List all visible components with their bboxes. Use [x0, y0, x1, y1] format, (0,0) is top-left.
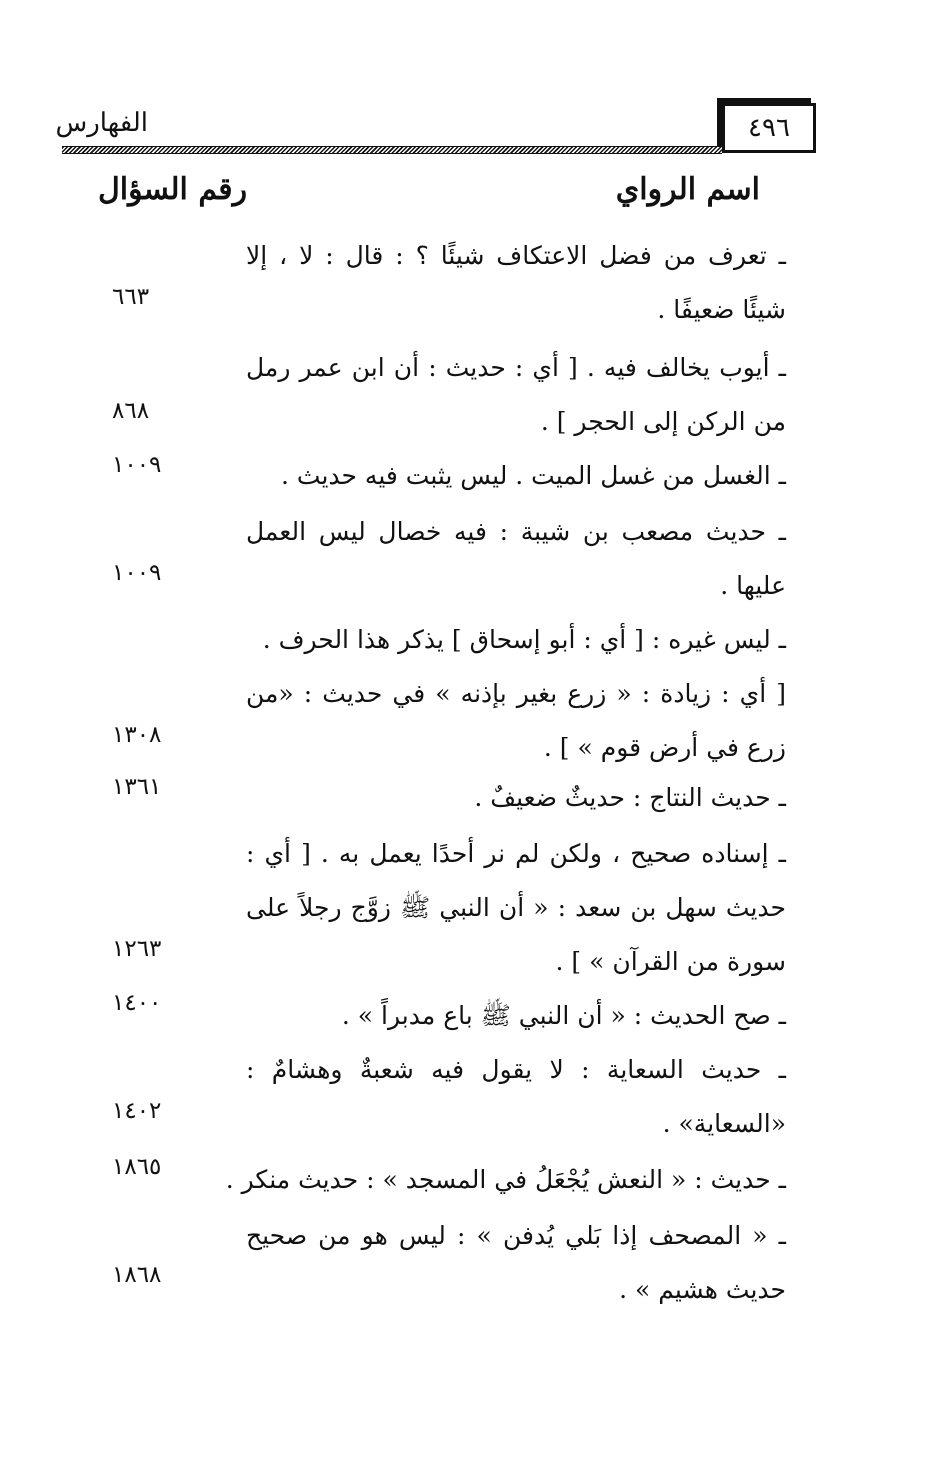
entry-line: ـ حديث : « النعش يُجْعَلُ في المسجد » : حديث منكر .: [225, 1165, 786, 1194]
question-number: ٨٦٨: [112, 398, 150, 424]
question-number: ١٣٦١: [112, 774, 162, 800]
entry-line: حديث سهل بن سعد : « أن النبي ﷺ زوَّج رجلاً على: [246, 893, 786, 922]
entry-line: حديث هشيم » .: [619, 1275, 786, 1304]
question-number-column-header: رقم السؤال: [98, 172, 248, 207]
entry-line: ـ حديث النتاج : حديثٌ ضعيفٌ .: [474, 783, 786, 812]
question-number: ١٢٦٣: [112, 936, 162, 962]
entry-line: ـ الغسل من غسل الميت . ليس يثبت فيه حديث .: [281, 461, 786, 490]
entry-line: ـ صح الحديث : « أن النبي ﷺ باع مدبراً » .: [341, 1001, 786, 1030]
entry-line: من الركن إلى الحجر ] .: [540, 407, 786, 436]
running-title: الفهارس: [55, 108, 148, 138]
question-number: ١٠٠٩: [112, 560, 162, 586]
entry-line: ـ ليس غيره : [ أي : أبو إسحاق ] يذكر هذا الحرف .: [262, 625, 786, 654]
narrator-column-header: اسم الرواي: [615, 172, 760, 207]
question-number: ١٠٠٩: [112, 452, 162, 478]
page-number-box: [722, 103, 816, 153]
entry-line: سورة من القرآن » ] .: [555, 947, 786, 976]
entry-line: ـ حديث السعاية : لا يقول فيه شعبةٌ وهشامٌ :: [246, 1055, 786, 1084]
entry-line: زرع في أرض قوم » ] .: [543, 733, 786, 762]
question-number: ٦٦٣: [112, 284, 150, 310]
entry-line: شيئًا ضعيفًا .: [657, 295, 786, 324]
header-rule: [62, 146, 722, 154]
question-number: ١٣٠٨: [112, 722, 162, 748]
question-number: ١٨٦٥: [112, 1154, 162, 1180]
entry-line: ـ « المصحف إذا بَلي يُدفن » : ليس هو من صحيح: [246, 1221, 786, 1250]
entry-line: ـ حديث مصعب بن شيبة : فيه خصال ليس العمل: [246, 517, 786, 546]
entry-line: ـ أيوب يخالف فيه . [ أي : حديث : أن ابن عمر رمل: [246, 353, 786, 382]
page-number: ٤٩٦: [748, 113, 790, 143]
entry-line: «السعاية» .: [662, 1109, 786, 1138]
question-number: ١٤٠٢: [112, 1098, 162, 1124]
entry-line: [ أي : زيادة : « زرع بغير بإذنه » في حديث : «من: [246, 679, 786, 708]
entry-line: ـ إسناده صحيح ، ولكن لم نر أحدًا يعمل به . [ أي :: [246, 839, 786, 868]
entry-line: ـ تعرف من فضل الاعتكاف شيئًا ؟ : قال : لا ، إلا: [246, 241, 786, 270]
question-number: ١٤٠٠: [112, 990, 162, 1016]
question-number: ١٨٦٨: [112, 1262, 162, 1288]
entry-line: عليها .: [720, 571, 786, 600]
